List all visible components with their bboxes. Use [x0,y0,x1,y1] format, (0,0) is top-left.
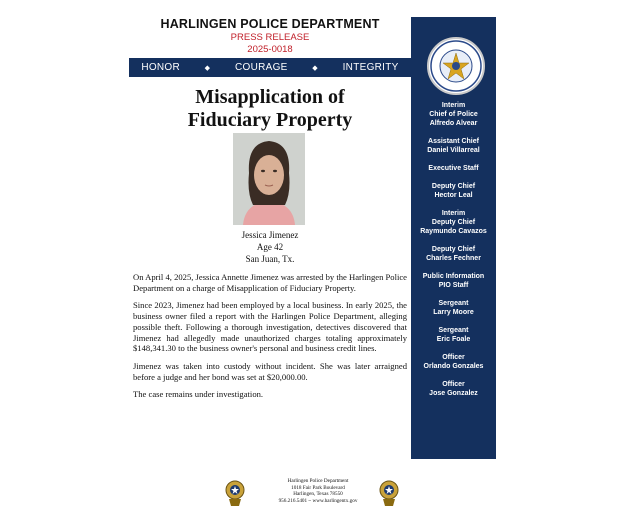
staff-entry-line: Sergeant [438,327,469,334]
subject-caption [130,229,410,265]
staff-entry [411,353,496,371]
footer-contact [240,478,396,504]
press-release-label: PRESS RELEASE [230,32,310,43]
staff-entry-line: Daniel Villarreal [427,147,480,154]
staff-entry [411,299,496,317]
department-title: HARLINGEN POLICE DEPARTMENT [160,17,380,31]
footer-department: Harlingen Police Department [287,478,349,484]
release-number: 2025-0018 [247,44,293,55]
paragraph-status: The case remains under investigation. [133,389,264,400]
paragraph-arrest: On April 4, 2025, Jessica Annette Jimenez was arrested by the Harlingen Police Department on a charge of Misapplication of Fiduciary Property. [133,272,407,293]
staff-entry-line: Officer [442,381,465,388]
motto-honor: HONOR [141,62,181,73]
staff-entry [411,101,496,128]
headline-line-2: Fiduciary Property [187,109,353,131]
subject-name: Jessica Jimenez [241,230,299,240]
staff-entry-line: PIO Staff [438,282,469,289]
staff-entry-line: Deputy Chief [431,246,476,253]
police-association-seal-icon [427,37,485,95]
paragraph-investigation: Since 2023, Jimenez had been employed by a local business. In early 2025, the business owner filed a report with the Harlingen Police Department, alleging possible theft. Following a thorough investigation, detectives discovered that Jimenez had allegedly made unauthorized charges totaling approximately $148,341.30 to the business owner's personal and business credit lines. [133,300,407,354]
staff-entry-line: Chief of Police [429,111,478,118]
staff-entry-line: Raymundo Cavazos [420,228,487,235]
staff-entry [411,209,496,236]
staff-entry-line: Officer [442,354,465,361]
staff-entry [411,182,496,200]
staff-entry-line: Interim [441,210,466,217]
release-body [133,272,407,407]
staff-entry-line: Hector Leal [434,192,473,199]
staff-sidebar [411,17,496,459]
motto-courage: COURAGE [234,62,288,73]
headline [130,86,410,132]
footer-phone-website: 956.216.5401 ~ www.harlingentx.gov [278,497,358,504]
staff-entry-line: Larry Moore [433,309,474,316]
staff-entry [411,137,496,155]
staff-entry-line: Sergeant [438,300,469,307]
headline-line-1: Misapplication of [195,86,345,108]
footer-city: Harlingen, Texas 78550 [293,491,343,498]
staff-entry-line: Alfredo Alvear [429,120,478,127]
subject-city: San Juan, Tx. [245,254,295,264]
paragraph-custody: Jimenez was taken into custody without incident. She was later arraigned before a judge and her bond was set at $20,000.00. [133,360,407,382]
staff-entry-line: Charles Fechner [426,255,481,262]
staff-entry [411,380,496,398]
motto-integrity: INTEGRITY [342,62,399,73]
staff-entry-line: Assistant Chief [428,138,479,145]
staff-entry-line: Public Information [422,273,485,280]
staff-entry-line: Executive Staff [428,165,479,172]
subject-age: Age 42 [256,242,284,252]
staff-entry [411,164,496,173]
staff-entry [411,272,496,290]
footer-address: 1018 Fair Park Boulevard [291,484,345,491]
motto-bar [129,58,411,77]
staff-entry-line: Deputy Chief [431,219,476,226]
mugshot-photo [233,133,305,225]
staff-entry-line: Deputy Chief [431,183,476,190]
police-badge-right-icon [379,478,399,508]
staff-entry-line: Interim [441,102,466,109]
staff-entry-line: Eric Foale [436,336,471,343]
diamond-icon: ◆ [204,64,211,72]
staff-entry [411,326,496,344]
diamond-icon: ◆ [312,64,318,72]
staff-entry [411,245,496,263]
staff-entry-line: Orlando Gonzales [423,363,484,370]
staff-roster [411,101,496,407]
staff-entry-line: Jose Gonzalez [429,390,478,397]
